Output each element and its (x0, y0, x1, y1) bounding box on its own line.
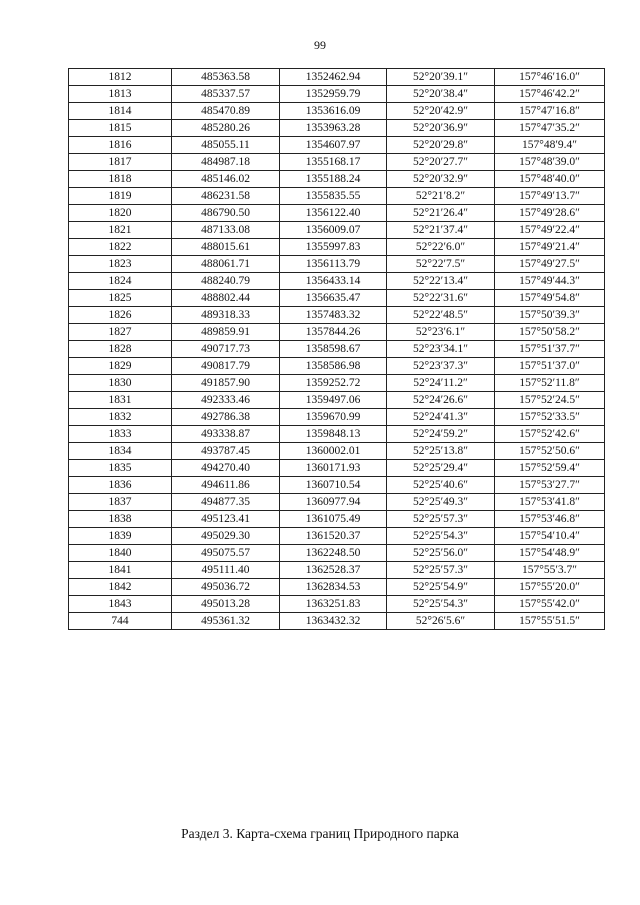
point-number-cell: 1818 (69, 171, 172, 188)
point-number-cell: 1834 (69, 443, 172, 460)
y-coordinate-cell: 1360002.01 (280, 443, 387, 460)
point-number-cell: 1814 (69, 103, 172, 120)
longitude-cell: 157°47′35.2″ (495, 120, 605, 137)
latitude-cell: 52°23′37.3″ (387, 358, 495, 375)
latitude-cell: 52°23′34.1″ (387, 341, 495, 358)
longitude-cell: 157°52′59.4″ (495, 460, 605, 477)
y-coordinate-cell: 1363432.32 (280, 613, 387, 630)
table-row (69, 579, 605, 596)
latitude-cell: 52°21′26.4″ (387, 205, 495, 222)
table-row (69, 494, 605, 511)
longitude-cell: 157°46′42.2″ (495, 86, 605, 103)
x-coordinate-cell: 485337.57 (172, 86, 280, 103)
latitude-cell: 52°22′7.5″ (387, 256, 495, 273)
latitude-cell: 52°20′29.8″ (387, 137, 495, 154)
x-coordinate-cell: 489318.33 (172, 307, 280, 324)
latitude-cell: 52°20′27.7″ (387, 154, 495, 171)
point-number-cell: 1829 (69, 358, 172, 375)
x-coordinate-cell: 488061.71 (172, 256, 280, 273)
point-number-cell: 1842 (69, 579, 172, 596)
point-number-cell: 1819 (69, 188, 172, 205)
latitude-cell: 52°22′48.5″ (387, 307, 495, 324)
point-number-cell: 1840 (69, 545, 172, 562)
latitude-cell: 52°24′59.2″ (387, 426, 495, 443)
longitude-cell: 157°49′13.7″ (495, 188, 605, 205)
x-coordinate-cell: 484987.18 (172, 154, 280, 171)
y-coordinate-cell: 1359848.13 (280, 426, 387, 443)
longitude-cell: 157°52′24.5″ (495, 392, 605, 409)
point-number-cell: 1816 (69, 137, 172, 154)
y-coordinate-cell: 1358586.98 (280, 358, 387, 375)
longitude-cell: 157°54′48.9″ (495, 545, 605, 562)
point-number-cell: 1827 (69, 324, 172, 341)
latitude-cell: 52°26′5.6″ (387, 613, 495, 630)
table-row (69, 613, 605, 630)
point-number-cell: 1825 (69, 290, 172, 307)
table-row (69, 596, 605, 613)
section-caption: Раздел 3. Карта-схема границ Природного парка (181, 826, 459, 841)
point-number-cell: 1820 (69, 205, 172, 222)
y-coordinate-cell: 1356113.79 (280, 256, 387, 273)
x-coordinate-cell: 494270.40 (172, 460, 280, 477)
y-coordinate-cell: 1353963.28 (280, 120, 387, 137)
table-row (69, 120, 605, 137)
table-row (69, 409, 605, 426)
y-coordinate-cell: 1360710.54 (280, 477, 387, 494)
table-row (69, 290, 605, 307)
page-number: 99 (314, 38, 326, 52)
y-coordinate-cell: 1356009.07 (280, 222, 387, 239)
longitude-cell: 157°50′58.2″ (495, 324, 605, 341)
latitude-cell: 52°25′40.6″ (387, 477, 495, 494)
table-row (69, 239, 605, 256)
latitude-cell: 52°24′11.2″ (387, 375, 495, 392)
table-row (69, 324, 605, 341)
y-coordinate-cell: 1361075.49 (280, 511, 387, 528)
longitude-cell: 157°49′27.5″ (495, 256, 605, 273)
longitude-cell: 157°54′10.4″ (495, 528, 605, 545)
x-coordinate-cell: 495029.30 (172, 528, 280, 545)
table-row (69, 477, 605, 494)
x-coordinate-cell: 493338.87 (172, 426, 280, 443)
table-row (69, 222, 605, 239)
y-coordinate-cell: 1362248.50 (280, 545, 387, 562)
longitude-cell: 157°49′44.3″ (495, 273, 605, 290)
x-coordinate-cell: 485280.26 (172, 120, 280, 137)
longitude-cell: 157°55′20.0″ (495, 579, 605, 596)
point-number-cell: 1815 (69, 120, 172, 137)
y-coordinate-cell: 1361520.37 (280, 528, 387, 545)
point-number-cell: 1812 (69, 69, 172, 86)
latitude-cell: 52°25′54.3″ (387, 596, 495, 613)
longitude-cell: 157°55′42.0″ (495, 596, 605, 613)
point-number-cell: 1826 (69, 307, 172, 324)
table-row (69, 562, 605, 579)
table-row (69, 358, 605, 375)
y-coordinate-cell: 1358598.67 (280, 341, 387, 358)
table-row (69, 154, 605, 171)
point-number-cell: 1835 (69, 460, 172, 477)
x-coordinate-cell: 485363.58 (172, 69, 280, 86)
table-row (69, 171, 605, 188)
x-coordinate-cell: 492786.38 (172, 409, 280, 426)
latitude-cell: 52°25′49.3″ (387, 494, 495, 511)
point-number-cell: 1838 (69, 511, 172, 528)
y-coordinate-cell: 1357844.26 (280, 324, 387, 341)
x-coordinate-cell: 495013.28 (172, 596, 280, 613)
table-row (69, 69, 605, 86)
table-row (69, 443, 605, 460)
y-coordinate-cell: 1362834.53 (280, 579, 387, 596)
longitude-cell: 157°53′27.7″ (495, 477, 605, 494)
x-coordinate-cell: 495361.32 (172, 613, 280, 630)
x-coordinate-cell: 494877.35 (172, 494, 280, 511)
table-row (69, 307, 605, 324)
x-coordinate-cell: 495123.41 (172, 511, 280, 528)
longitude-cell: 157°55′3.7″ (495, 562, 605, 579)
latitude-cell: 52°25′54.9″ (387, 579, 495, 596)
table-row (69, 273, 605, 290)
point-number-cell: 1831 (69, 392, 172, 409)
point-number-cell: 1821 (69, 222, 172, 239)
y-coordinate-cell: 1355835.55 (280, 188, 387, 205)
longitude-cell: 157°49′54.8″ (495, 290, 605, 307)
longitude-cell: 157°48′40.0″ (495, 171, 605, 188)
x-coordinate-cell: 487133.08 (172, 222, 280, 239)
table-row (69, 511, 605, 528)
x-coordinate-cell: 490817.79 (172, 358, 280, 375)
latitude-cell: 52°22′31.6″ (387, 290, 495, 307)
longitude-cell: 157°51′37.0″ (495, 358, 605, 375)
longitude-cell: 157°49′21.4″ (495, 239, 605, 256)
latitude-cell: 52°24′41.3″ (387, 409, 495, 426)
y-coordinate-cell: 1352959.79 (280, 86, 387, 103)
x-coordinate-cell: 495075.57 (172, 545, 280, 562)
longitude-cell: 157°55′51.5″ (495, 613, 605, 630)
latitude-cell: 52°25′57.3″ (387, 511, 495, 528)
x-coordinate-cell: 485055.11 (172, 137, 280, 154)
point-number-cell: 1823 (69, 256, 172, 273)
longitude-cell: 157°47′16.8″ (495, 103, 605, 120)
x-coordinate-cell: 490717.73 (172, 341, 280, 358)
point-number-cell: 1832 (69, 409, 172, 426)
y-coordinate-cell: 1360171.93 (280, 460, 387, 477)
y-coordinate-cell: 1362528.37 (280, 562, 387, 579)
latitude-cell: 52°20′36.9″ (387, 120, 495, 137)
latitude-cell: 52°25′57.3″ (387, 562, 495, 579)
longitude-cell: 157°52′11.8″ (495, 375, 605, 392)
table-row (69, 392, 605, 409)
y-coordinate-cell: 1360977.94 (280, 494, 387, 511)
longitude-cell: 157°51′37.7″ (495, 341, 605, 358)
x-coordinate-cell: 486790.50 (172, 205, 280, 222)
x-coordinate-cell: 495036.72 (172, 579, 280, 596)
coordinates-table-body (69, 69, 605, 630)
latitude-cell: 52°21′8.2″ (387, 188, 495, 205)
point-number-cell: 1841 (69, 562, 172, 579)
y-coordinate-cell: 1356433.14 (280, 273, 387, 290)
latitude-cell: 52°20′39.1″ (387, 69, 495, 86)
point-number-cell: 1830 (69, 375, 172, 392)
latitude-cell: 52°24′26.6″ (387, 392, 495, 409)
y-coordinate-cell: 1354607.97 (280, 137, 387, 154)
x-coordinate-cell: 495111.40 (172, 562, 280, 579)
longitude-cell: 157°53′41.8″ (495, 494, 605, 511)
y-coordinate-cell: 1357483.32 (280, 307, 387, 324)
longitude-cell: 157°48′39.0″ (495, 154, 605, 171)
point-number-cell: 1833 (69, 426, 172, 443)
latitude-cell: 52°25′29.4″ (387, 460, 495, 477)
longitude-cell: 157°53′46.8″ (495, 511, 605, 528)
table-row (69, 86, 605, 103)
y-coordinate-cell: 1353616.09 (280, 103, 387, 120)
x-coordinate-cell: 485146.02 (172, 171, 280, 188)
point-number-cell: 1839 (69, 528, 172, 545)
table-row (69, 375, 605, 392)
x-coordinate-cell: 488802.44 (172, 290, 280, 307)
y-coordinate-cell: 1359670.99 (280, 409, 387, 426)
point-number-cell: 1843 (69, 596, 172, 613)
latitude-cell: 52°22′13.4″ (387, 273, 495, 290)
point-number-cell: 1824 (69, 273, 172, 290)
latitude-cell: 52°21′37.4″ (387, 222, 495, 239)
y-coordinate-cell: 1359252.72 (280, 375, 387, 392)
point-number-cell: 1837 (69, 494, 172, 511)
point-number-cell: 1836 (69, 477, 172, 494)
x-coordinate-cell: 488240.79 (172, 273, 280, 290)
latitude-cell: 52°20′32.9″ (387, 171, 495, 188)
latitude-cell: 52°22′6.0″ (387, 239, 495, 256)
latitude-cell: 52°20′38.4″ (387, 86, 495, 103)
latitude-cell: 52°25′13.8″ (387, 443, 495, 460)
x-coordinate-cell: 485470.89 (172, 103, 280, 120)
longitude-cell: 157°50′39.3″ (495, 307, 605, 324)
latitude-cell: 52°20′42.9″ (387, 103, 495, 120)
x-coordinate-cell: 493787.45 (172, 443, 280, 460)
latitude-cell: 52°25′56.0″ (387, 545, 495, 562)
point-number-cell: 1813 (69, 86, 172, 103)
longitude-cell: 157°52′33.5″ (495, 409, 605, 426)
table-row (69, 137, 605, 154)
latitude-cell: 52°23′6.1″ (387, 324, 495, 341)
point-number-cell: 1817 (69, 154, 172, 171)
y-coordinate-cell: 1356122.40 (280, 205, 387, 222)
x-coordinate-cell: 488015.61 (172, 239, 280, 256)
y-coordinate-cell: 1352462.94 (280, 69, 387, 86)
coordinates-table (68, 68, 605, 630)
y-coordinate-cell: 1363251.83 (280, 596, 387, 613)
y-coordinate-cell: 1356635.47 (280, 290, 387, 307)
x-coordinate-cell: 494611.86 (172, 477, 280, 494)
y-coordinate-cell: 1359497.06 (280, 392, 387, 409)
table-row (69, 205, 605, 222)
point-number-cell: 744 (69, 613, 172, 630)
table-row (69, 256, 605, 273)
latitude-cell: 52°25′54.3″ (387, 528, 495, 545)
longitude-cell: 157°52′50.6″ (495, 443, 605, 460)
table-row (69, 341, 605, 358)
table-row (69, 103, 605, 120)
x-coordinate-cell: 489859.91 (172, 324, 280, 341)
longitude-cell: 157°49′22.4″ (495, 222, 605, 239)
x-coordinate-cell: 492333.46 (172, 392, 280, 409)
point-number-cell: 1822 (69, 239, 172, 256)
x-coordinate-cell: 491857.90 (172, 375, 280, 392)
longitude-cell: 157°49′28.6″ (495, 205, 605, 222)
longitude-cell: 157°48′9.4″ (495, 137, 605, 154)
table-row (69, 528, 605, 545)
table-row (69, 426, 605, 443)
x-coordinate-cell: 486231.58 (172, 188, 280, 205)
longitude-cell: 157°46′16.0″ (495, 69, 605, 86)
table-row (69, 545, 605, 562)
y-coordinate-cell: 1355168.17 (280, 154, 387, 171)
y-coordinate-cell: 1355188.24 (280, 171, 387, 188)
y-coordinate-cell: 1355997.83 (280, 239, 387, 256)
table-row (69, 460, 605, 477)
table-row (69, 188, 605, 205)
point-number-cell: 1828 (69, 341, 172, 358)
longitude-cell: 157°52′42.6″ (495, 426, 605, 443)
